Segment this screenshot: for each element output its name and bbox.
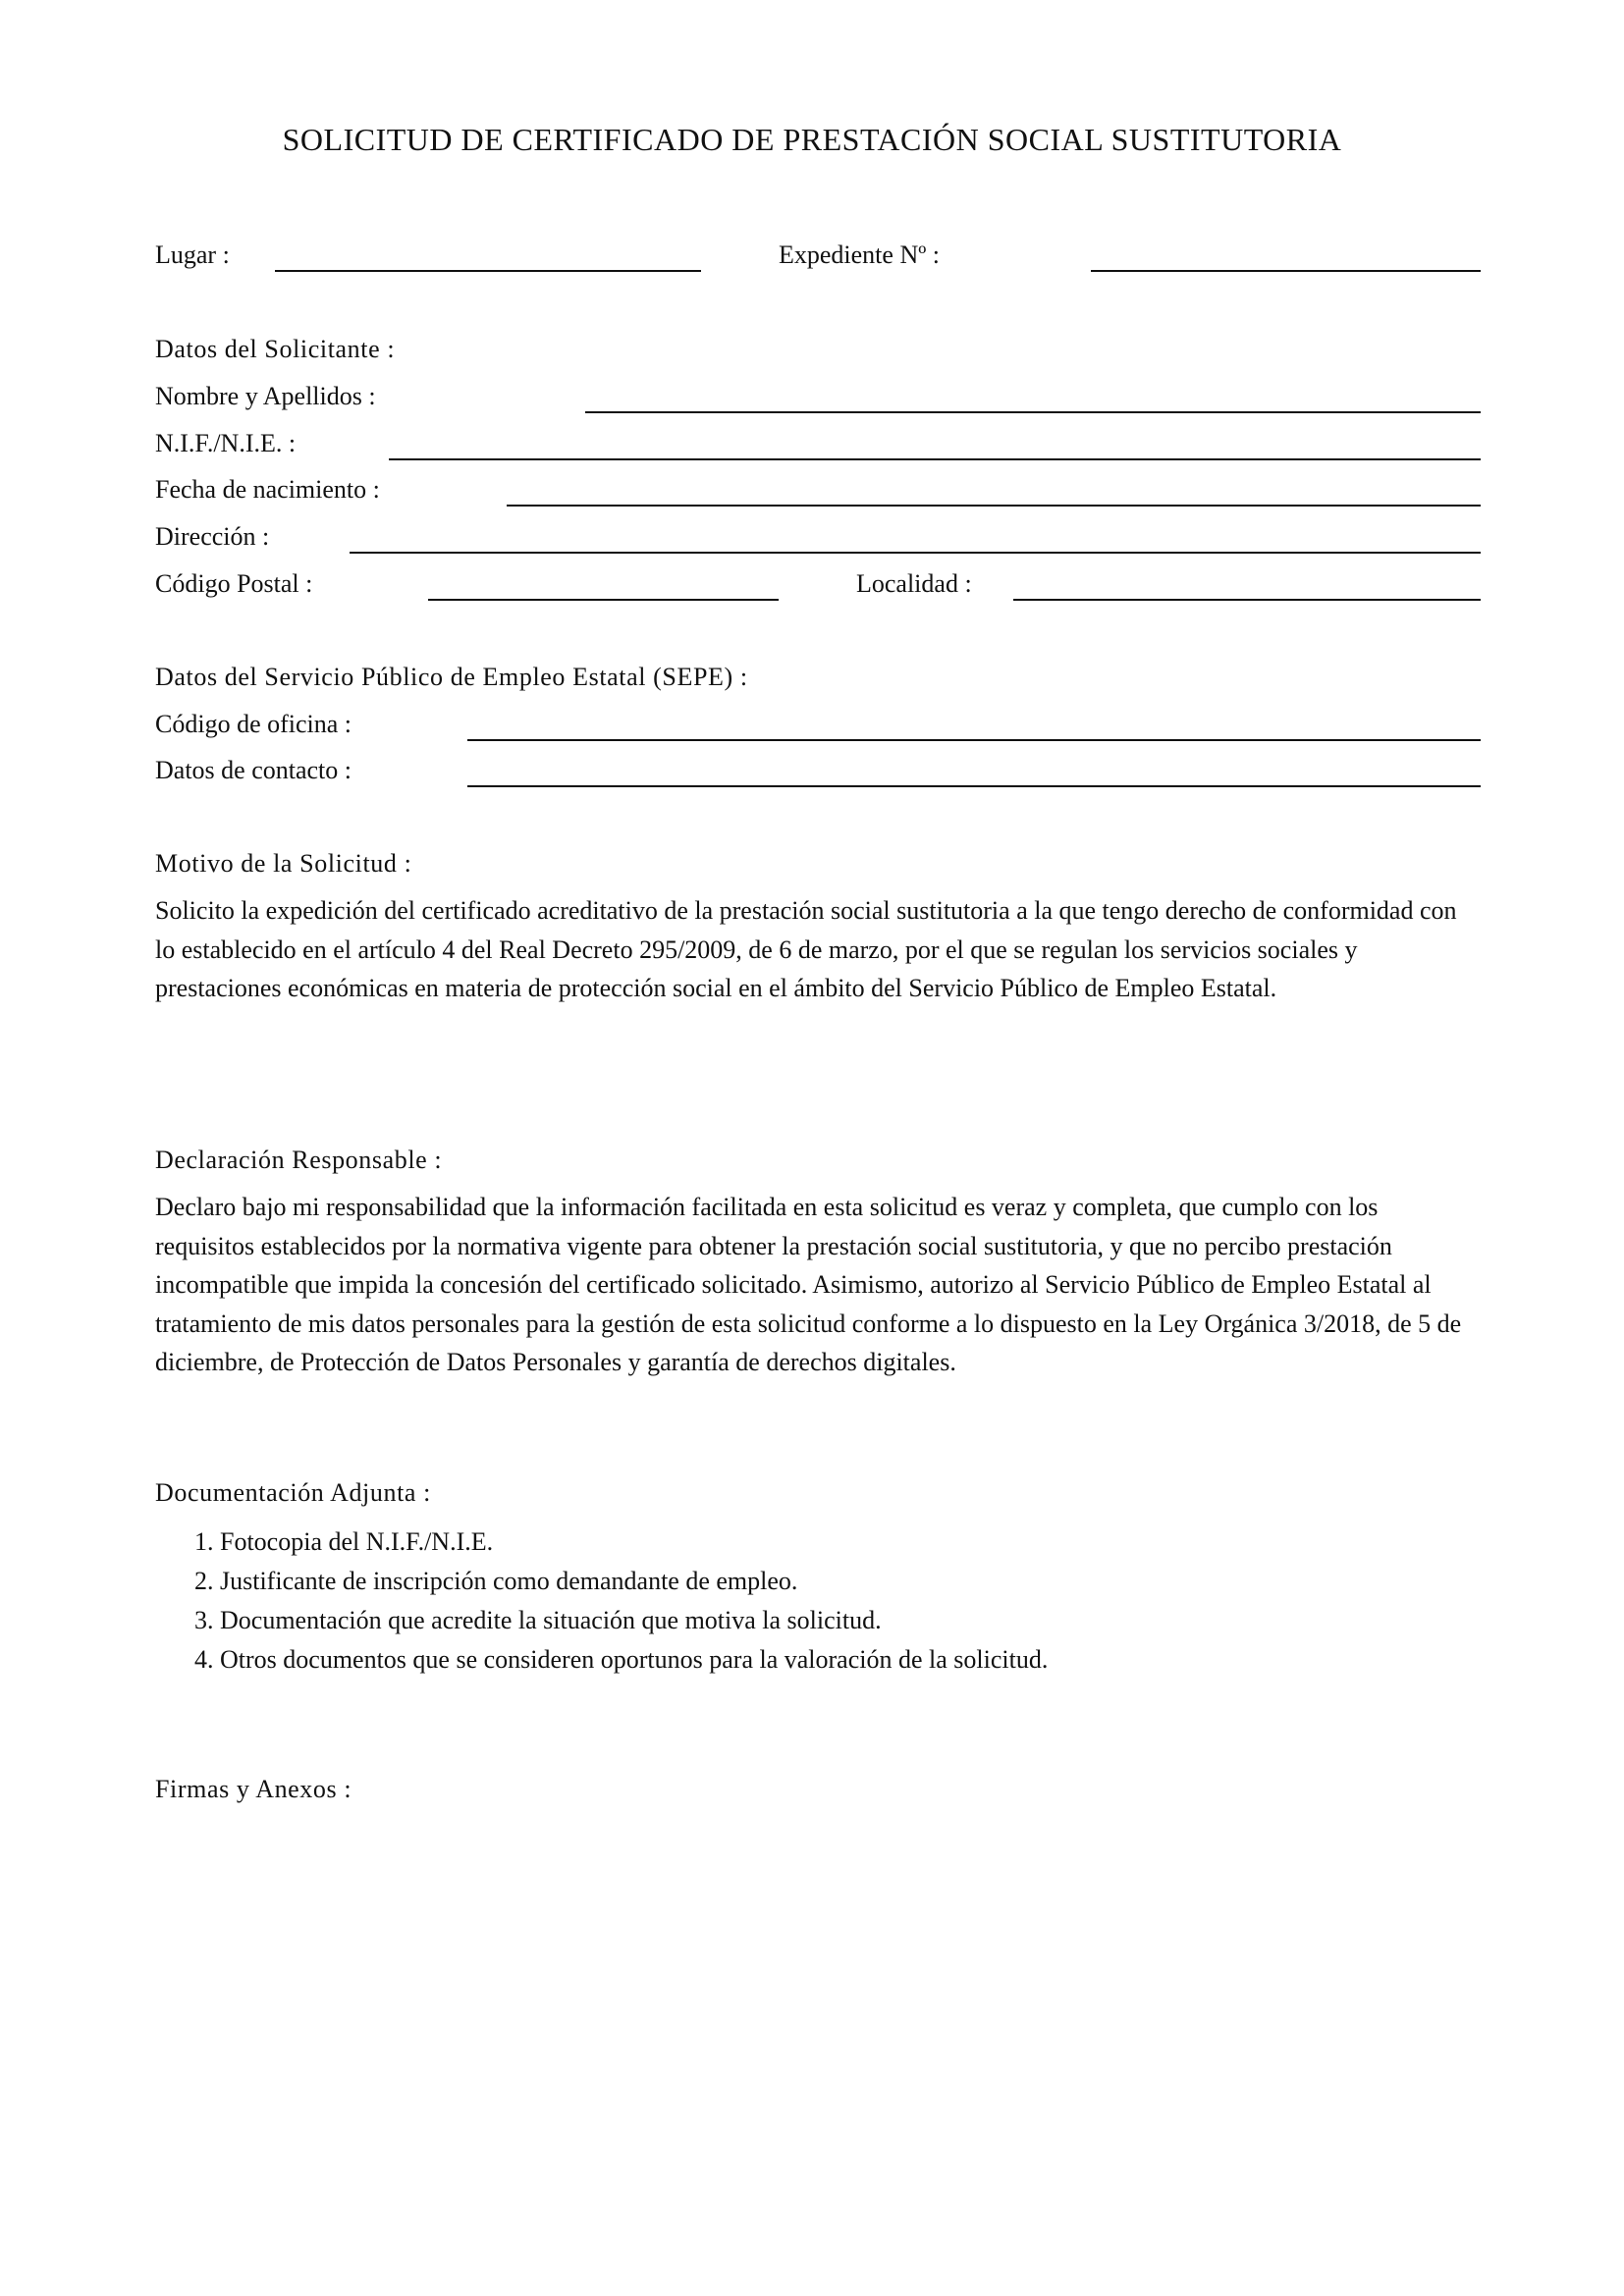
datos-contacto-label: Datos de contacto : — [155, 756, 352, 784]
motivo-text: Solicito la expedición del certificado acreditativo de la prestación social sustitutoria a la que tengo derecho de conformidad con lo establecido en el artículo 4 del Real Decreto 295/2009, de 6 de marzo, por el que se regulan los servicios sociales y prestaciones económicas en materia de protección social en el ámbito del Servicio Público de Empleo Estatal. — [155, 896, 1457, 1002]
localidad-field[interactable] — [1013, 599, 1481, 601]
nif-field[interactable] — [389, 458, 1481, 460]
list-item: 1. Fotocopia del N.I.F./N.I.E. — [194, 1527, 494, 1556]
declaracion-heading: Declaración Responsable : — [155, 1146, 443, 1174]
lugar-label: Lugar : — [155, 240, 230, 269]
localidad-label: Localidad : — [856, 569, 972, 598]
codigo-oficina-label: Código de oficina : — [155, 710, 352, 738]
sepe-heading: Datos del Servicio Público de Empleo Estatal (SEPE) : — [155, 663, 748, 691]
declaracion-text: Declaro bajo mi responsabilidad que la información facilitada en esta solicitud es veraz y completa, que cumplo con los requisitos establecidos por la normativa vigente para obtener la prestación social sustitutoria, y que no percibo prestación incompatible que impida la concesión del certificado solicitado. Asimismo, autorizo al Servicio Público de Empleo Estatal al tratamiento de mis datos personales para la gestión de esta solicitud conforme a lo dispuesto en la Ley Orgánica 3/2018, de 5 de diciembre, de Protección de Datos Personales y garantía de derechos digitales. — [155, 1193, 1462, 1376]
motivo-heading: Motivo de la Solicitud : — [155, 849, 412, 878]
nombre-field[interactable] — [585, 411, 1481, 413]
fecha-nacimiento-label: Fecha de nacimiento : — [155, 475, 380, 504]
documentacion-list — [194, 1522, 1048, 1680]
documentacion-heading: Documentación Adjunta : — [155, 1478, 431, 1507]
document-title: SOLICITUD DE CERTIFICADO DE PRESTACIÓN SOCIAL SUSTITUTORIA — [282, 122, 1342, 157]
list-item: 4. Otros documentos que se consideren oportunos para la valoración de la solicitud. — [194, 1645, 1049, 1674]
solicitante-heading: Datos del Solicitante : — [155, 335, 396, 363]
nombre-label: Nombre y Apellidos : — [155, 382, 376, 410]
expediente-label: Expediente Nº : — [779, 240, 941, 269]
datos-contacto-field[interactable] — [467, 785, 1481, 787]
lugar-field[interactable] — [275, 270, 701, 272]
firmas-heading: Firmas y Anexos : — [155, 1775, 352, 1803]
list-item: 3. Documentación que acredite la situación que motiva la solicitud. — [194, 1606, 882, 1634]
direccion-field[interactable] — [350, 552, 1481, 554]
list-item: 2. Justificante de inscripción como demandante de empleo. — [194, 1567, 798, 1595]
expediente-field[interactable] — [1091, 270, 1481, 272]
codigo-oficina-field[interactable] — [467, 739, 1481, 741]
nif-label: N.I.F./N.I.E. : — [155, 429, 297, 457]
codigo-postal-label: Código Postal : — [155, 569, 313, 598]
fecha-nacimiento-field[interactable] — [507, 505, 1481, 507]
direccion-label: Dirección : — [155, 522, 270, 551]
codigo-postal-field[interactable] — [428, 599, 779, 601]
